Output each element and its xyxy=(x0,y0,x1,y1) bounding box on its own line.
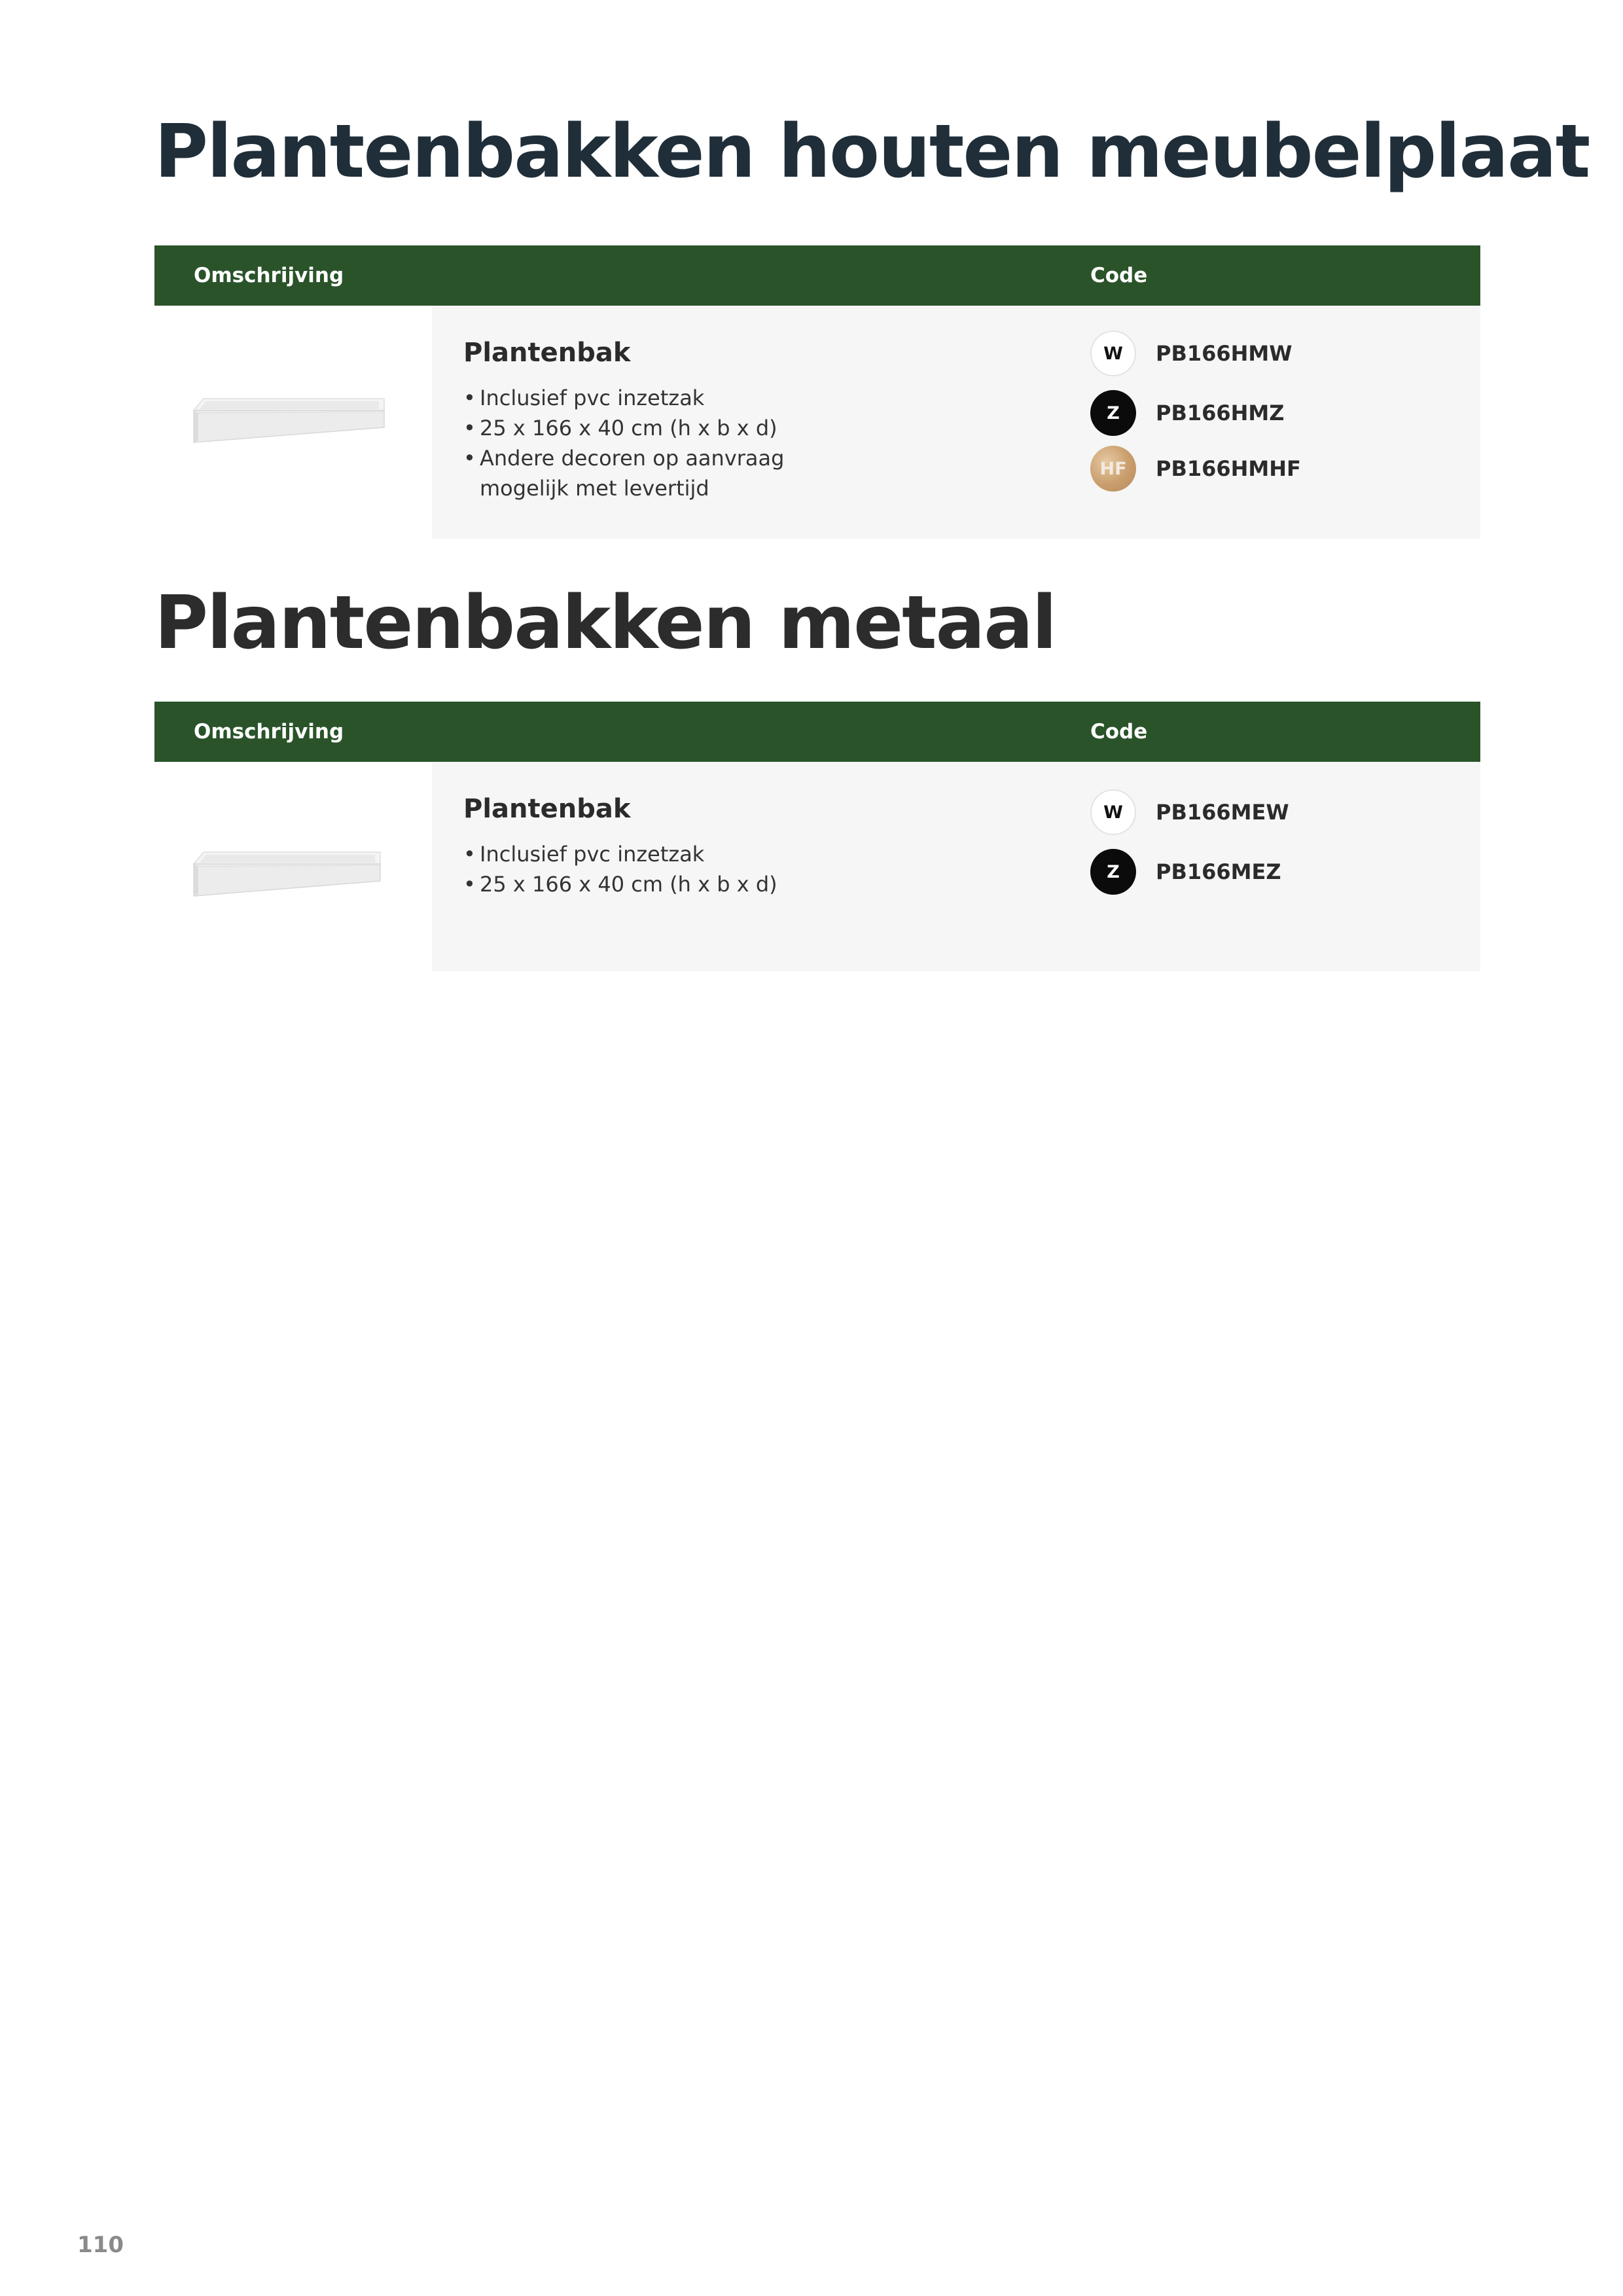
bullet-item: • 25 x 166 x 40 cm (h x b x d) xyxy=(463,869,777,899)
product-code: PB166MEZ xyxy=(1156,859,1281,884)
swatch-black-icon: Z xyxy=(1090,849,1136,895)
product-row-metal xyxy=(154,762,1480,971)
table-header-metal xyxy=(154,702,1480,762)
bullet-item: • Inclusief pvc inzetzak xyxy=(463,383,784,413)
product-bullets xyxy=(463,383,784,503)
bullet-item: • Andere decoren op aanvraag xyxy=(463,443,784,473)
page-number: 110 xyxy=(77,2232,124,2258)
section-title-wood: Plantenbakken houten meubelplaat xyxy=(154,109,1590,194)
section-title-metal: Plantenbakken metaal xyxy=(154,581,1056,666)
planter-box-image xyxy=(190,847,387,899)
product-code: PB166HMZ xyxy=(1156,401,1285,425)
swatch-white-icon: W xyxy=(1090,789,1136,835)
product-name: Plantenbak xyxy=(463,794,631,824)
bullet-item-continuation: mogelijk met levertijd xyxy=(480,476,709,501)
product-code: PB166MEW xyxy=(1156,800,1289,825)
product-code: PB166HMHF xyxy=(1156,456,1301,481)
column-header-code: Code xyxy=(1090,264,1148,287)
bullet-item: • 25 x 166 x 40 cm (h x b x d) xyxy=(463,413,784,443)
product-code: PB166HMW xyxy=(1156,341,1293,366)
swatch-wood-icon: HF xyxy=(1090,446,1136,492)
bullet-item: • Inclusief pvc inzetzak xyxy=(463,839,777,869)
column-header-description: Omschrijving xyxy=(194,720,344,744)
product-row-wood xyxy=(154,306,1480,539)
column-header-description: Omschrijving xyxy=(194,264,344,287)
table-header-wood xyxy=(154,245,1480,306)
column-header-code: Code xyxy=(1090,720,1148,744)
product-bullets xyxy=(463,839,777,899)
swatch-black-icon: Z xyxy=(1090,390,1136,436)
product-name: Plantenbak xyxy=(463,338,631,368)
planter-box-image xyxy=(190,393,387,446)
product-image-cell xyxy=(154,762,432,971)
product-image-cell xyxy=(154,306,432,539)
swatch-white-icon: W xyxy=(1090,331,1136,376)
